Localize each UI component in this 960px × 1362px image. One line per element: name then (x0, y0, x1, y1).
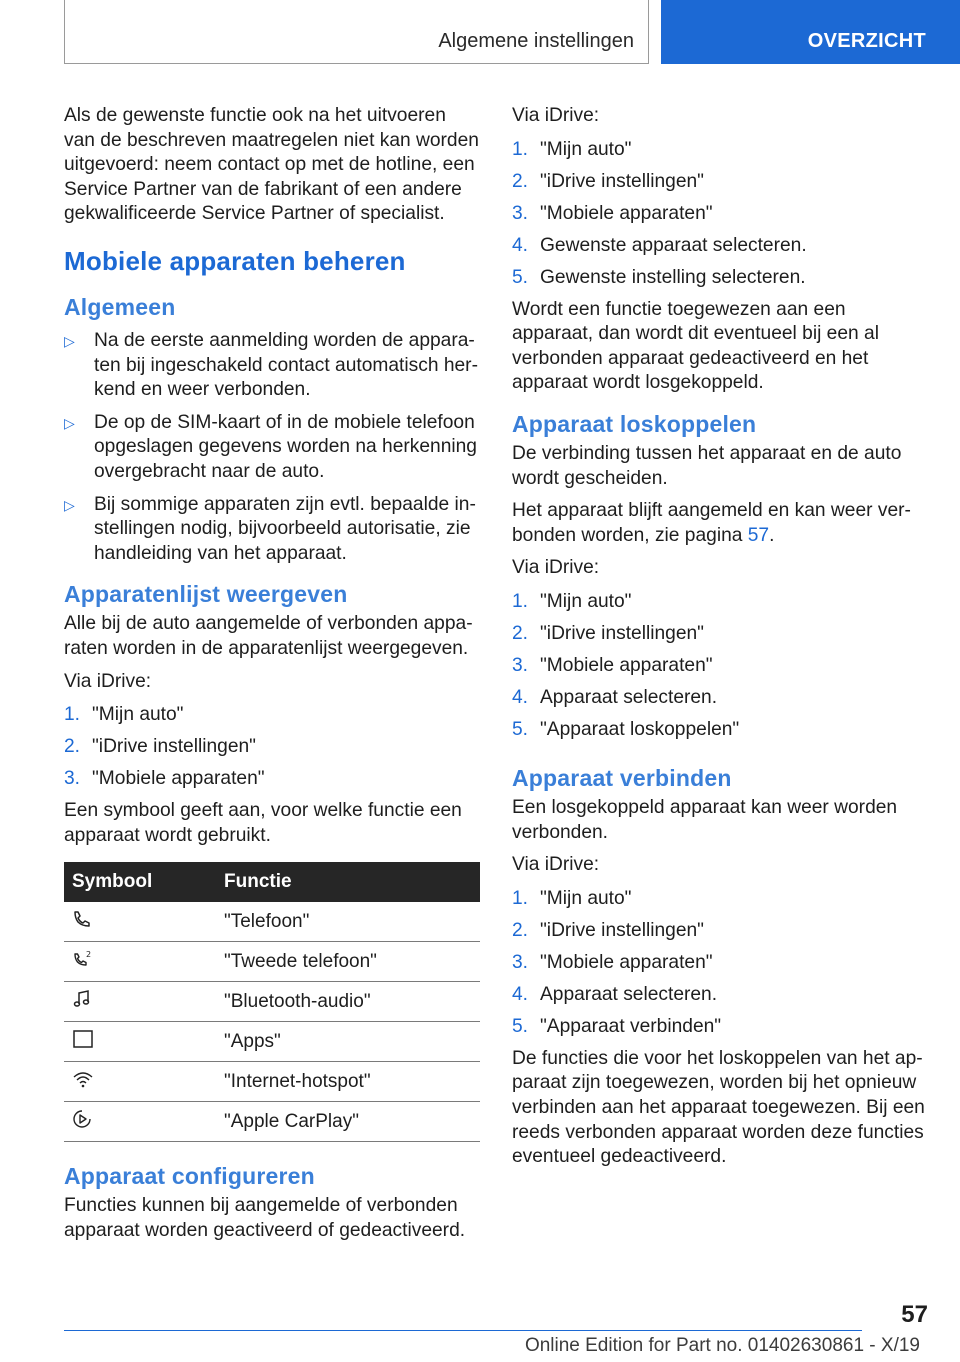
intro-paragraph: Als de gewenste functie ook na het uitvoeren van de beschreven maatregelen niet kan worden uitgevoerd: neem contact op met de hotline, een Service Partner van de fabrikant of een andere gekwalificeerde Service Partner of specialist. (64, 105, 479, 225)
overview-tab-label: OVERZICHT (807, 30, 926, 52)
step-text: "iDrive instellingen" (92, 736, 256, 758)
step-item: 2. "iDrive instellingen" (512, 170, 704, 192)
column-header-symbool: Symbool (64, 862, 216, 902)
configureren-text: Functies kunnen bij aangemelde of verbonden apparaat worden geactiveerd of gedeactiveerd. (64, 1195, 466, 1241)
apps-square-icon (72, 1029, 94, 1055)
bullet-item (64, 493, 480, 567)
verbinden-text-2: De functies die voor het loskoppelen van het apparaat zijn toegewezen, worden bij het opnieuw verbinden aan het apparaat toegewezen. Bij een reeds verbonden apparaat worden deze functies eventueel gedeactiveerd. (512, 1047, 925, 1168)
table-row (64, 942, 480, 982)
step-item: 1. "Mijn auto" (64, 704, 184, 726)
step-text: "Mijn auto" (92, 704, 184, 726)
step-text: "iDrive instellingen" (540, 170, 704, 192)
instelling-steps (512, 137, 930, 290)
table-row (64, 1022, 480, 1062)
step-item: 3. "Mobiele apparaten" (512, 654, 713, 676)
step-item: 5. "Apparaat loskoppelen" (512, 718, 740, 740)
step-text: "iDrive instellingen" (540, 622, 704, 644)
step-item: 5. Gewenste instelling selecteren. (512, 266, 806, 288)
symbol-intro-text: Een symbool geeft aan, voor welke functie een apparaat wordt gebruikt. (64, 800, 462, 846)
carplay-play-icon (72, 1109, 92, 1135)
via-idrive-label: Via iDrive: (512, 105, 600, 126)
step-item: 4. Gewenste apparaat selecteren. (512, 234, 807, 256)
triangle-bullet-icon: ▷ (64, 332, 75, 349)
table-header-row (64, 862, 480, 902)
step-item: 2. "iDrive instellingen" (64, 736, 256, 758)
table-row (64, 902, 480, 942)
header-section-box (64, 0, 649, 64)
heading-loskoppelen: Apparaat loskoppelen (512, 410, 757, 437)
apparatenlijst-text: Alle bij de auto aangemelde of verbonden apparaten worden in de apparatenlijst weergegeven. (64, 613, 473, 659)
second-phone-icon (72, 949, 94, 975)
function-label: "Telefoon" (216, 902, 480, 942)
page-number: 57 (901, 1301, 928, 1328)
step-text: "Apparaat loskoppelen" (540, 718, 740, 740)
bullet-item (64, 411, 480, 485)
footer-edition-text: Online Edition for Part no. 01402630861 - X/19 (524, 1335, 920, 1356)
right-column (512, 104, 930, 1178)
table-row (64, 982, 480, 1022)
main-heading: Mobiele apparaten beheren (64, 245, 406, 276)
via-idrive-label: Via iDrive: (512, 557, 600, 579)
step-item: 2. "iDrive instellingen" (512, 622, 704, 644)
step-text: "Apparaat verbinden" (540, 1015, 722, 1037)
footer-divider (64, 1330, 862, 1331)
symbol-table (64, 862, 480, 1142)
svg-text:2: 2 (86, 949, 92, 959)
function-label: "Apple CarPlay" (216, 1102, 480, 1142)
function-label: "Bluetooth-audio" (216, 982, 480, 1022)
step-item: 2. "iDrive instellingen" (512, 919, 704, 941)
phone-icon (72, 909, 92, 935)
verbinden-text: Een losgekoppeld apparaat kan weer worden verbonden. (512, 796, 898, 843)
step-item: 3. "Mobiele apparaten" (64, 768, 265, 790)
verbinden-steps (512, 886, 930, 1039)
step-item: 4. Apparaat selecteren. (512, 983, 718, 1005)
wifi-icon (72, 1069, 94, 1095)
triangle-bullet-icon: ▷ (64, 414, 75, 431)
step-text: Apparaat selecteren. (540, 983, 718, 1005)
loskoppelen-text-2 (512, 499, 930, 548)
step-item: 1. "Mijn auto" (512, 138, 632, 160)
step-item: 1. "Mijn auto" (512, 887, 632, 909)
step-item: 1. "Mijn auto" (512, 590, 632, 612)
algemeen-bullet-list (64, 329, 480, 566)
heading-algemeen: Algemeen (64, 293, 176, 320)
bullet-text: De op de SIM-kaart of in de mobiele telefoon opgeslagen gegevens worden na herkenning overgebracht naar de auto. (94, 411, 477, 482)
step-item: 4. Apparaat selecteren. (512, 686, 718, 708)
overview-tab[interactable] (661, 0, 960, 64)
function-label: "Tweede telefoon" (216, 942, 480, 982)
via-idrive-label: Via iDrive: (512, 854, 600, 876)
step-text: "Mobiele apparaten" (540, 654, 713, 676)
header-section-title: Algemene instellingen (438, 30, 634, 52)
step-text: "Mijn auto" (540, 138, 632, 160)
step-text: "Mijn auto" (540, 590, 632, 612)
loskoppelen-text-2-start: Het apparaat blijft aangemeld en kan weer verbonden worden, zie pagina (512, 500, 911, 546)
step-text: Apparaat selecteren. (540, 686, 718, 708)
bullet-text: Bij sommige apparaten zijn evtl. bepaalde instellingen nodig, bijvoorbeeld autorisatie, zie handleiding van het apparaat. (94, 493, 476, 564)
step-item: 5. "Apparaat verbinden" (512, 1015, 722, 1037)
music-note-icon (72, 989, 92, 1015)
left-column (64, 104, 480, 1251)
bullet-item (64, 329, 480, 403)
step-text: "Mobiele apparaten" (92, 768, 265, 790)
table-row (64, 1102, 480, 1142)
step-text: Gewenste apparaat selecteren. (540, 234, 807, 256)
function-label: "Apps" (216, 1022, 480, 1062)
bullet-text: Na de eerste aanmelding worden de apparaten bij ingeschakeld contact automatisch herkend en weer verbonden. (94, 329, 478, 401)
step-item: 3. "Mobiele apparaten" (512, 202, 713, 224)
page-reference-link[interactable]: 57 (747, 524, 770, 546)
via-idrive-label: Via iDrive: (64, 670, 152, 692)
step-text: "Mijn auto" (540, 887, 632, 909)
function-label: "Internet-hotspot" (216, 1062, 480, 1102)
column-header-functie: Functie (216, 862, 480, 902)
step-text: "iDrive instellingen" (540, 919, 704, 941)
step-text: Gewenste instelling selecteren. (540, 266, 806, 288)
loskoppelen-steps (512, 589, 930, 742)
heading-configureren: Apparaat configureren (64, 1163, 315, 1190)
table-row (64, 1062, 480, 1102)
step-item: 3. "Mobiele apparaten" (512, 951, 713, 973)
triangle-bullet-icon: ▷ (64, 496, 75, 513)
toewijzing-text: Wordt een functie toegewezen aan een apparaat, dan wordt dit eventueel bij een al verbonden apparaat gedeactiveerd en het apparaat wordt losgekoppeld. (512, 298, 879, 394)
step-text: "Mobiele apparaten" (540, 202, 713, 224)
loskoppelen-text: De verbinding tussen het apparaat en de auto wordt gescheiden. (512, 442, 902, 489)
heading-apparatenlijst: Apparatenlijst weergeven (64, 581, 348, 608)
loskoppelen-text-2-end: . (769, 524, 775, 546)
apparatenlijst-steps (64, 702, 480, 791)
step-text: "Mobiele apparaten" (540, 951, 713, 973)
heading-verbinden: Apparaat verbinden (512, 764, 732, 791)
